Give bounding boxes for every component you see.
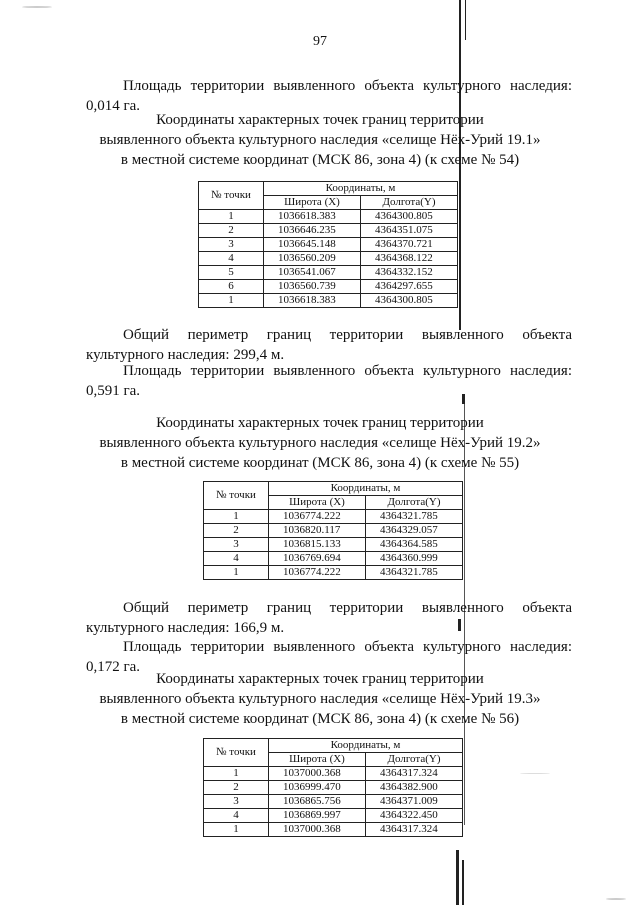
point-number: 4 — [199, 252, 264, 266]
coords-heading-2-line1: Координаты характерных точек границ территории — [156, 415, 484, 431]
coords-heading-1-line2: выявленного объекта культурного наследия «селище Нёх-Урий 19.1» — [99, 132, 541, 148]
lat-value: 1036618.383 — [264, 294, 361, 308]
lat-value: 1036820.117 — [269, 524, 366, 538]
point-number: 1 — [199, 294, 264, 308]
scan-edge-line — [462, 860, 464, 905]
coords-heading-2-line2: выявленного объекта культурного наследия «селище Нёх-Урий 19.2» — [99, 435, 541, 451]
scan-speck — [520, 773, 550, 774]
scan-speck — [606, 898, 626, 900]
lon-value: 4364368.122 — [361, 252, 458, 266]
point-number: 4 — [204, 809, 269, 823]
col-header-point: № точки — [204, 482, 269, 510]
col-header-lat: Широта (X) — [269, 753, 366, 767]
table-row — [204, 781, 463, 795]
lat-value: 1036774.222 — [269, 566, 366, 580]
table-row — [204, 552, 463, 566]
perimeter-text-1: Общий периметр границ территории выявленного объекта — [123, 327, 572, 343]
coords-heading-3-line1: Координаты характерных точек границ территории — [156, 671, 484, 687]
coords-heading-3-line3: в местной системе координат (МСК 86, зона 4) (к схеме № 56) — [120, 711, 520, 727]
lon-value: 4364351.075 — [361, 224, 458, 238]
coords-table-3 — [203, 738, 463, 837]
table-row — [199, 238, 458, 252]
point-number: 2 — [204, 781, 269, 795]
page-number: 97 — [313, 34, 327, 49]
area-text-1: Площадь территории выявленного объекта культурного наследия: — [123, 78, 572, 94]
lat-value: 1036999.470 — [269, 781, 366, 795]
point-number: 3 — [204, 795, 269, 809]
table-row — [199, 294, 458, 308]
area-value-3: 0,172 га. — [86, 659, 141, 675]
table-row — [204, 795, 463, 809]
col-header-lon: Долгота(Y) — [361, 196, 458, 210]
lat-value: 1037000.368 — [269, 823, 366, 837]
coords-heading-2-line3: в местной системе координат (МСК 86, зона 4) (к схеме № 55) — [120, 455, 520, 471]
lat-value: 1036645.148 — [264, 238, 361, 252]
lat-value: 1036618.383 — [264, 210, 361, 224]
col-header-point: № точки — [199, 182, 264, 210]
lat-value: 1037000.368 — [269, 767, 366, 781]
table-row — [199, 280, 458, 294]
lon-value: 4364297.655 — [361, 280, 458, 294]
point-number: 1 — [204, 566, 269, 580]
lon-value: 4364322.450 — [366, 809, 463, 823]
coords-table-1 — [198, 181, 458, 308]
col-header-lon: Долгота(Y) — [366, 753, 463, 767]
point-number: 3 — [204, 538, 269, 552]
table-row — [199, 224, 458, 238]
lon-value: 4364300.805 — [361, 294, 458, 308]
point-number: 1 — [199, 210, 264, 224]
area-text-3: Площадь территории выявленного объекта культурного наследия: — [123, 639, 572, 655]
coords-heading-1-line3: в местной системе координат (МСК 86, зона 4) (к схеме № 54) — [120, 152, 520, 168]
table-row — [204, 566, 463, 580]
lat-value: 1036541.067 — [264, 266, 361, 280]
point-number: 2 — [199, 224, 264, 238]
col-header-coords: Координаты, м — [269, 482, 463, 496]
point-number: 4 — [204, 552, 269, 566]
col-header-lat: Широта (X) — [269, 496, 366, 510]
lon-value: 4364382.900 — [366, 781, 463, 795]
col-header-coords: Координаты, м — [264, 182, 458, 196]
point-number: 1 — [204, 510, 269, 524]
lat-value: 1036769.694 — [269, 552, 366, 566]
area-text-2: Площадь территории выявленного объекта культурного наследия: — [123, 363, 572, 379]
table-row — [199, 266, 458, 280]
lon-value: 4364370.721 — [361, 238, 458, 252]
point-number: 1 — [204, 823, 269, 837]
col-header-lat: Широта (X) — [264, 196, 361, 210]
coords-table-2 — [203, 481, 463, 580]
point-number: 1 — [204, 767, 269, 781]
lon-value: 4364300.805 — [361, 210, 458, 224]
lon-value: 4364332.152 — [361, 266, 458, 280]
table-row — [204, 767, 463, 781]
area-value-2: 0,591 га. — [86, 383, 141, 399]
col-header-lon: Долгота(Y) — [366, 496, 463, 510]
col-header-coords: Координаты, м — [269, 739, 463, 753]
coords-heading-3-line2: выявленного объекта культурного наследия «селище Нёх-Урий 19.3» — [99, 691, 541, 707]
point-number: 6 — [199, 280, 264, 294]
lon-value: 4364317.324 — [366, 767, 463, 781]
lat-value: 1036815.133 — [269, 538, 366, 552]
perimeter-value-1: культурного наследия: 299,4 м. — [86, 347, 285, 363]
table-row — [199, 252, 458, 266]
lat-value: 1036646.235 — [264, 224, 361, 238]
lon-value: 4364321.785 — [366, 566, 463, 580]
scan-speck — [22, 6, 52, 8]
area-value-1: 0,014 га. — [86, 98, 141, 114]
lon-value: 4364321.785 — [366, 510, 463, 524]
lon-value: 4364360.999 — [366, 552, 463, 566]
table-row — [204, 823, 463, 837]
table-row — [204, 510, 463, 524]
col-header-point: № точки — [204, 739, 269, 767]
lon-value: 4364371.009 — [366, 795, 463, 809]
perimeter-text-2: Общий периметр границ территории выявленного объекта — [123, 600, 572, 616]
lon-value: 4364329.057 — [366, 524, 463, 538]
table-row — [204, 524, 463, 538]
lat-value: 1036865.756 — [269, 795, 366, 809]
scan-edge-line — [456, 850, 459, 905]
perimeter-value-2: культурного наследия: 166,9 м. — [86, 620, 285, 636]
lon-value: 4364364.585 — [366, 538, 463, 552]
point-number: 2 — [204, 524, 269, 538]
table-row — [204, 538, 463, 552]
coords-heading-1-line1: Координаты характерных точек границ территории — [156, 112, 484, 128]
point-number: 3 — [199, 238, 264, 252]
lon-value: 4364317.324 — [366, 823, 463, 837]
lat-value: 1036774.222 — [269, 510, 366, 524]
table-row — [199, 210, 458, 224]
lat-value: 1036560.209 — [264, 252, 361, 266]
point-number: 5 — [199, 266, 264, 280]
table-row — [204, 809, 463, 823]
lat-value: 1036560.739 — [264, 280, 361, 294]
lat-value: 1036869.997 — [269, 809, 366, 823]
